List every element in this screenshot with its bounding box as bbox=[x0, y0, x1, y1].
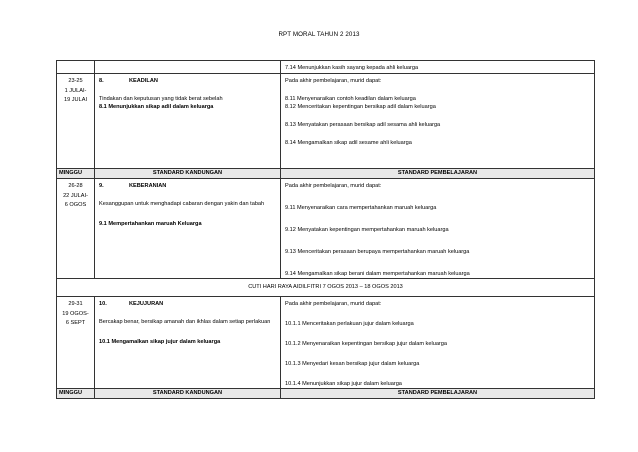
learning-cell bbox=[281, 74, 595, 169]
unit-standard: 10.1 Mengamalkan sikap jujur dalam keluarga bbox=[99, 339, 221, 345]
rpt-table bbox=[56, 60, 595, 399]
header-row bbox=[57, 389, 595, 399]
unit-description: Kesanggupan untuk menghadapi cabaran dengan yakin dan tabah bbox=[99, 201, 265, 207]
learning-outcome: 10.1.4 Menunjukkan sikap jujur dalam keluarga bbox=[285, 381, 402, 387]
header-standard: STANDARD KANDUNGAN bbox=[95, 169, 281, 179]
week-cell: 26-28 22 JULAI- 6 OGOS bbox=[57, 179, 95, 279]
header-learning: STANDARD PEMBELAJARAN bbox=[281, 169, 595, 179]
unit-row bbox=[57, 74, 595, 169]
header-week: MINGGU bbox=[57, 389, 95, 399]
unit-name: KEBERANIAN bbox=[129, 183, 167, 189]
learning-outcome: 9.11 Menyenaraikan cara mempertahankan maruah keluarga bbox=[285, 205, 437, 211]
unit-standard: 9.1 Mempertahankan maruah Keluarga bbox=[99, 221, 202, 227]
learning-intro: Pada akhir pembelajaran, murid dapat: bbox=[285, 183, 382, 189]
header-standard: STANDARD KANDUNGAN bbox=[95, 389, 281, 399]
learning-outcome: 8.11 Menyenaraikan contoh keadilan dalam keluarga bbox=[285, 96, 416, 102]
unit-number: 10. bbox=[99, 301, 107, 307]
week-cell: 23-25 1 JULAI- 19 JULAI bbox=[57, 74, 95, 169]
learning-outcome: 9.12 Menyatakan kepentingan mempertahankan maruah keluarga bbox=[285, 227, 449, 233]
standard-cell bbox=[95, 297, 281, 389]
header-learning: STANDARD PEMBELAJARAN bbox=[281, 389, 595, 399]
header-week: MINGGU bbox=[57, 169, 95, 179]
learning-cell bbox=[281, 297, 595, 389]
unit-name: KEADILAN bbox=[129, 78, 158, 84]
week-cell: 29-31 19 OGOS- 6 SEPT bbox=[57, 297, 95, 389]
learning-intro: Pada akhir pembelajaran, murid dapat: bbox=[285, 78, 382, 84]
learning-outcome: 10.1.2 Menyenaraikan kepentingan bersikap jujur dalam keluarga bbox=[285, 341, 448, 347]
learning-outcome: 9.13 Menceritakan perasaan berupaya mempertahankan maruah keluarga bbox=[285, 249, 470, 255]
carry-over-outcome: 7.14 Menunjukkan kasih sayang kepada ahli keluarga bbox=[281, 61, 595, 74]
learning-cell bbox=[281, 179, 595, 279]
holiday-text: CUTI HARI RAYA AIDILFITRI 7 OGOS 2013 – 18 OGOS 2013 bbox=[57, 279, 595, 297]
standard-cell bbox=[95, 179, 281, 279]
unit-description: Bercakap benar, bersikap amanah dan ikhlas dalam setiap perlakuan bbox=[99, 319, 271, 325]
header-row bbox=[57, 169, 595, 179]
learning-outcome: 8.12 Menceritakan kepentingan bersikap adil dalam keluarga bbox=[285, 104, 436, 110]
document-title: RPT MORAL TAHUN 2 2013 bbox=[278, 31, 360, 38]
holiday-row bbox=[57, 279, 595, 297]
carry-over-row bbox=[57, 61, 595, 74]
unit-standard: 8.1 Menunjukkan sikap adil dalam keluarga bbox=[99, 104, 214, 110]
standard-cell bbox=[95, 74, 281, 169]
unit-number: 9. bbox=[99, 183, 104, 189]
unit-name: KEJUJURAN bbox=[129, 301, 164, 307]
learning-outcome: 8.14 Mengamalkan sikap adil sesame ahli keluarga bbox=[285, 140, 412, 146]
unit-number: 8. bbox=[99, 78, 104, 84]
learning-outcome: 8.13 Menyatakan perasaan bersikap adil sesama ahli keluarga bbox=[285, 122, 441, 128]
unit-row bbox=[57, 297, 595, 389]
learning-outcome: 10.1.3 Menyedari kesan bersikap jujur dalam keluarga bbox=[285, 361, 420, 367]
unit-description: Tindakan dan keputusan yang tidak berat sebelah bbox=[99, 96, 223, 102]
learning-outcome: 9.14 Mengamalkan sikap berani dalam mempertahankan maruah keluarga bbox=[285, 271, 470, 277]
unit-row bbox=[57, 179, 595, 279]
learning-outcome: 10.1.1 Menceritakan perlakuan jujur dalam keluarga bbox=[285, 321, 414, 327]
learning-intro: Pada akhir pembelajaran, murid dapat: bbox=[285, 301, 382, 307]
